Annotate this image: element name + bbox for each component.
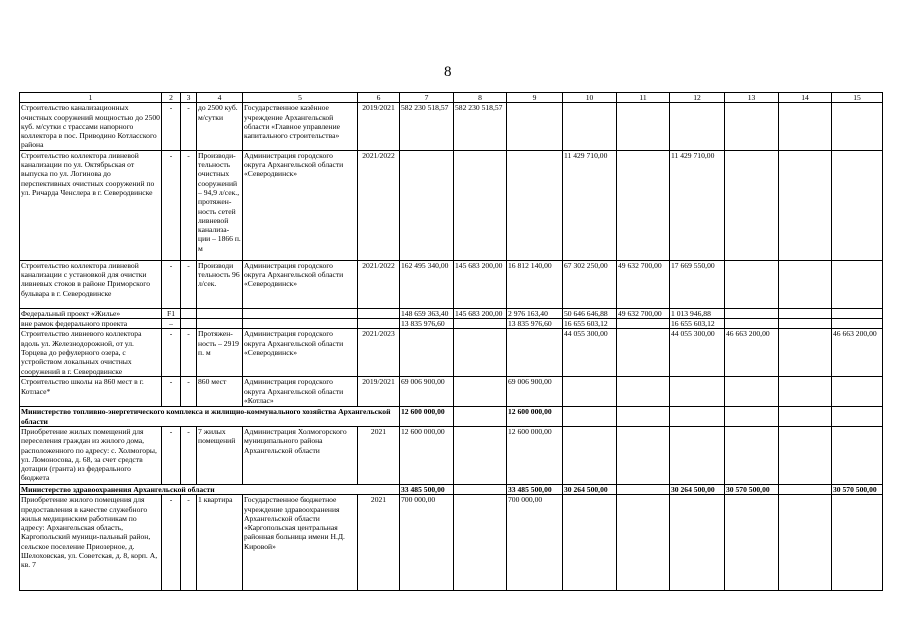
table-cell: 17 669 550,00 [670, 260, 725, 308]
table-cell: Строительство коллектора ливневой канализации с установкой для очистки ливневых стоков в районе Приморского бульвара в г. Северодвинске [20, 260, 162, 308]
table-cell: Строительство ливневого коллектора вдоль ул. Железнодорожной, от ул. Торцева до рефулерного озера, с устройством локальных очистных сооружений в г. Северодвинске [20, 329, 162, 377]
table-cell: F1 [162, 308, 181, 318]
table-cell: Строительство коллектора ливневой канализации по ул. Октябрьская от выпуска по ул. Логинова до перспективных очистных сооружений по ул. Ричарда Ченслера в г. Северодвинске [20, 150, 162, 260]
table-cell: Производи тельность 96 л/сек. [197, 260, 243, 308]
table-cell [670, 377, 725, 407]
table-cell: 2021/2023 [358, 329, 400, 377]
table-cell [779, 495, 832, 591]
table-cell: Государственное бюджетное учреждение здравоохранения Архангельской области «Каргопольская центральная районная больница имени Н.Д. Кировой» [243, 495, 358, 591]
column-number: 13 [725, 93, 779, 103]
section-title: Министерство топливно-энергетического комплекса и жилищно-коммунального хозяйства Архангельской области [20, 407, 400, 427]
table-cell [670, 407, 725, 427]
table-cell: 50 646 646,88 [563, 308, 617, 318]
table-cell [725, 495, 779, 591]
table-cell: Администрация городского округа Архангельской области «Северодвинск» [243, 329, 358, 377]
table-cell: 30 570 500,00 [725, 484, 779, 494]
column-number: 5 [243, 93, 358, 103]
table-cell: 69 006 900,00 [507, 377, 563, 407]
table-cell: - [162, 426, 181, 484]
table-cell [400, 329, 454, 377]
table-cell: Государственное казённое учреждение Архангельской области «Главное управление капитального строительства» [243, 103, 358, 150]
table-cell [181, 319, 197, 329]
page-number: 8 [444, 64, 452, 80]
table-cell: 2019/2021 [358, 377, 400, 407]
table-cell: 13 835 976,60 [400, 319, 454, 329]
column-number: 12 [670, 93, 725, 103]
table-cell [563, 407, 617, 427]
table-cell: 49 632 700,00 [617, 308, 670, 318]
section-row [20, 484, 883, 494]
column-number: 11 [617, 93, 670, 103]
table-cell [197, 308, 243, 318]
table-cell: - [162, 103, 181, 150]
table-cell: вне рамок федерального проекта [20, 319, 162, 329]
table-cell: 30 570 500,00 [832, 484, 883, 494]
table-cell [832, 150, 883, 260]
table-cell [243, 308, 358, 318]
table-cell: 16 812 140,00 [507, 260, 563, 308]
table-cell: Приобретение жилого помещения для предоставления в качестве служебного жилья медицинским работникам по адресу: Архангельская область, Каргопольский муници-пальный район, сельское поселение Приозерное, д. Шелоховская, ул. Советская, д. 8, корп. А, кв. 7 [20, 495, 162, 591]
table-cell: 148 659 363,40 [400, 308, 454, 318]
table-cell [779, 484, 832, 494]
table-cell: 582 230 518,57 [454, 103, 507, 150]
table-cell: - [162, 150, 181, 260]
table-cell [197, 319, 243, 329]
table-row [20, 319, 883, 329]
table-cell [670, 426, 725, 484]
table-cell: 12 600 000,00 [507, 426, 563, 484]
table-cell: Федеральный проект «Жилье» [20, 308, 162, 318]
table-cell [832, 426, 883, 484]
table-cell: 2021/2022 [358, 260, 400, 308]
table-cell: 44 055 300,00 [563, 329, 617, 377]
table-cell: 2019/2021 [358, 103, 400, 150]
table-cell: - [181, 426, 197, 484]
table-cell [563, 377, 617, 407]
table-cell: 49 632 700,00 [617, 260, 670, 308]
table-cell: 67 302 250,00 [563, 260, 617, 308]
table-cell [181, 308, 197, 318]
table-cell [670, 495, 725, 591]
table-cell: 33 485 500,00 [400, 484, 454, 494]
table-cell: 69 006 900,00 [400, 377, 454, 407]
table-cell [779, 103, 832, 150]
table-cell: - [162, 260, 181, 308]
table-cell [617, 407, 670, 427]
table-cell [725, 426, 779, 484]
table-cell: Администрация Холмогорского муниципального района Архангельской области [243, 426, 358, 484]
column-number: 15 [832, 93, 883, 103]
column-number: 4 [197, 93, 243, 103]
table-cell [563, 426, 617, 484]
table-cell: - [181, 260, 197, 308]
table-cell [617, 103, 670, 150]
column-number: 2 [162, 93, 181, 103]
table-cell: 16 655 603,12 [563, 319, 617, 329]
table-cell: 13 835 976,60 [507, 319, 563, 329]
table-cell [358, 319, 400, 329]
table-cell: 11 429 710,00 [563, 150, 617, 260]
table-cell: 46 663 200,00 [832, 329, 883, 377]
budget-table [19, 92, 883, 591]
table-cell: 12 600 000,00 [400, 407, 454, 427]
table-cell [779, 150, 832, 260]
table-cell: 145 683 200,00 [454, 260, 507, 308]
table-cell: 44 055 300,00 [670, 329, 725, 377]
column-number: 3 [181, 93, 197, 103]
table-cell [779, 319, 832, 329]
table-cell: - [181, 377, 197, 407]
table-cell [454, 426, 507, 484]
table-cell: 2021/2022 [358, 150, 400, 260]
column-number: 10 [563, 93, 617, 103]
table-cell: до 2500 куб. м/сутки [197, 103, 243, 150]
table-cell [454, 150, 507, 260]
table-cell [725, 319, 779, 329]
table-cell: 12 600 000,00 [400, 426, 454, 484]
table-cell: - [162, 495, 181, 591]
column-number: 7 [400, 93, 454, 103]
table-cell [454, 377, 507, 407]
table-cell [563, 495, 617, 591]
table-cell: Приобретение жилых помещений для переселения граждан из жилого дома, расположенного по адресу: с. Холмогоры, ул. Ломоносова, д. 68, за счет средств дотации (гранта) из федерального бюджета [20, 426, 162, 484]
header-row [20, 93, 883, 103]
table-cell: 1 013 946,88 [670, 308, 725, 318]
table-cell: 700 000,00 [400, 495, 454, 591]
table-cell [832, 308, 883, 318]
table-cell [832, 495, 883, 591]
table-cell: 700 000,00 [507, 495, 563, 591]
table-cell: 12 600 000,00 [507, 407, 563, 427]
table-row [20, 377, 883, 407]
table-cell [832, 377, 883, 407]
table-cell: Администрация городского округа Архангельской области «Северодвинск» [243, 150, 358, 260]
table-cell [617, 150, 670, 260]
table-cell: 46 663 200,00 [725, 329, 779, 377]
table-cell: Строительство канализационных очистных сооружений мощностью до 2500 куб. м/сутки с трассами напорного коллектора в пос. Приводино Котласского района [21, 103, 160, 150]
column-number: 1 [20, 93, 162, 103]
table-cell [779, 260, 832, 308]
table-cell: 582 230 518,57 [400, 103, 454, 150]
table-cell [617, 484, 670, 494]
table-cell [617, 377, 670, 407]
table-cell [563, 103, 617, 150]
table-cell [400, 150, 454, 260]
table-cell: - [181, 495, 197, 591]
table-cell [725, 260, 779, 308]
column-number: 6 [358, 93, 400, 103]
section-title: Министерство здравоохранения Архангельской области [20, 484, 400, 494]
table-cell: 30 264 500,00 [563, 484, 617, 494]
table-cell [507, 103, 563, 150]
table-row [20, 495, 883, 591]
table-cell [832, 319, 883, 329]
table-cell: - [162, 329, 181, 377]
table-cell: 2021 [358, 495, 400, 591]
table-cell [832, 103, 883, 150]
table-row [20, 329, 883, 377]
table-cell: - [181, 103, 197, 150]
table-cell [670, 103, 725, 150]
table-cell [617, 319, 670, 329]
table-cell: 162 495 340,00 [400, 260, 454, 308]
table-cell [779, 308, 832, 318]
table-row [20, 426, 883, 484]
table-cell: 1 квартира [197, 495, 243, 591]
table-cell [832, 260, 883, 308]
table-cell [725, 377, 779, 407]
table-cell [617, 329, 670, 377]
table-cell [779, 426, 832, 484]
table-cell [725, 407, 779, 427]
column-number: 8 [454, 93, 507, 103]
table-row [20, 103, 883, 150]
table-cell [779, 377, 832, 407]
table-cell: 30 264 500,00 [670, 484, 725, 494]
table-cell: 2 976 163,40 [507, 308, 563, 318]
column-number: 14 [779, 93, 832, 103]
table-row [20, 308, 883, 318]
table-cell: 16 655 603,12 [670, 319, 725, 329]
table-cell: 33 485 500,00 [507, 484, 563, 494]
page-bottom-margin [19, 591, 882, 640]
table-cell [507, 329, 563, 377]
table-cell: - [162, 377, 181, 407]
table-cell [725, 103, 779, 150]
table-cell [358, 308, 400, 318]
table-cell: Администрация городского округа Архангельской области «Котлас» [243, 377, 358, 407]
table-cell: - [181, 150, 197, 260]
table-cell: Протяжен-ность – 2919 п. м [197, 329, 243, 377]
table-row [20, 150, 883, 260]
table-cell [454, 319, 507, 329]
table-cell [725, 150, 779, 260]
table-cell [454, 484, 507, 494]
table-cell: Производи-тельность очистных сооружений – 94,9 л/сек., протяжен-ность сетей ливневой канализа-ции – 1866 п. м [197, 150, 243, 260]
table-cell [507, 150, 563, 260]
table-cell [243, 319, 358, 329]
table-cell [725, 308, 779, 318]
table-cell: Администрация городского округа Архангельской области «Северодвинск» [243, 260, 358, 308]
table-cell [832, 407, 883, 427]
table-row [20, 260, 883, 308]
table-cell [617, 426, 670, 484]
table-cell: 145 683 200,00 [454, 308, 507, 318]
table-cell [454, 407, 507, 427]
table-cell: 7 жилых помещений [197, 426, 243, 484]
section-row [20, 407, 883, 427]
table-cell: - [181, 329, 197, 377]
table-cell: 860 мест [197, 377, 243, 407]
table-cell [779, 329, 832, 377]
table-cell [454, 495, 507, 591]
table-cell [617, 495, 670, 591]
table-cell [454, 329, 507, 377]
table-cell: – [162, 319, 181, 329]
table-cell [779, 407, 832, 427]
table-cell: Строительство школы на 860 мест в г. Котласе* [20, 377, 162, 407]
column-number: 9 [507, 93, 563, 103]
table-cell: 11 429 710,00 [670, 150, 725, 260]
table-cell: 2021 [358, 426, 400, 484]
